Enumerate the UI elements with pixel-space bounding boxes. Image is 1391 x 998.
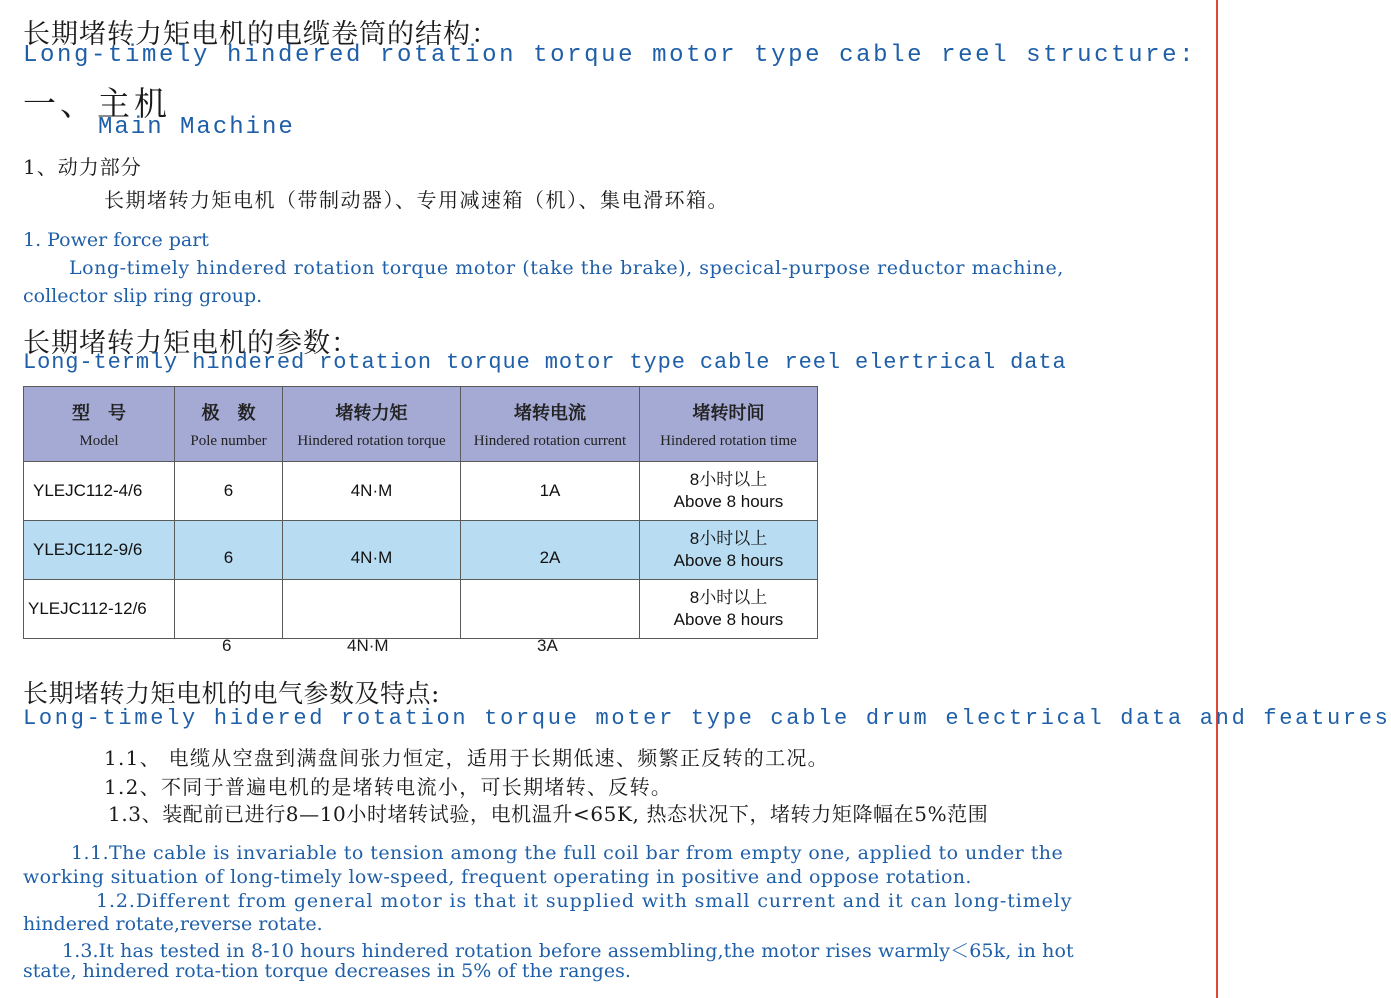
cell-torque: 4N·M <box>283 521 461 580</box>
header-hindered-time: 堵转时间 Hindered rotation time <box>640 387 818 462</box>
section-main-machine-en: Main Machine <box>98 114 295 141</box>
power-part-body-en-line2: collector slip ring group. <box>23 285 263 307</box>
table-row <box>24 462 818 521</box>
feature-en-3-line1: 1.3.It has tested in 8-10 hours hindered rotation before assembling,the motor rises warmly＜65k, in hot <box>62 940 1074 962</box>
cell-time: 8小时以上 Above 8 hours <box>640 580 818 639</box>
structure-heading-en: Long-timely hindered rotation torque motor type cable reel structure: <box>23 42 1197 69</box>
cell-model: YLEJC112-4/6 <box>24 462 175 521</box>
feature-cn-3: 1.3、装配前已进行8—10小时堵转试验，电机温升<65K, 热态状况下，堵转力矩降幅在5%范围 <box>108 802 989 826</box>
cell-current: 1A <box>461 462 640 521</box>
cell-torque <box>283 580 461 639</box>
row3-current-overflow: 3A <box>537 636 558 655</box>
power-part-title-cn: 1、动力部分 <box>23 155 142 179</box>
right-edge-rule <box>1216 0 1218 998</box>
header-hindered-torque: 堵转力矩 Hindered rotation torque <box>283 387 461 462</box>
cell-current: 2A <box>461 521 640 580</box>
table-header-row <box>24 387 818 462</box>
features-heading-cn: 长期堵转力矩电机的电气参数及特点: <box>23 679 440 708</box>
cell-poles <box>175 580 283 639</box>
structure-heading-cn: 长期堵转力矩电机的电缆卷筒的结构： <box>23 19 499 50</box>
header-pole-number: 极 数 Pole number <box>175 387 283 462</box>
table-row <box>24 580 818 639</box>
power-part-body-en-line1: Long-timely hindered rotation torque motor (take the brake), specical-purpose reductor machine, <box>69 257 1064 279</box>
feature-cn-2: 1.2、不同于普遍电机的是堵转电流小，可长期堵转、反转。 <box>104 775 673 799</box>
feature-en-1-line1: 1.1.The cable is invariable to tension among the full coil bar from empty one, applied to under the <box>71 842 1064 864</box>
feature-en-1-line2: working situation of long-timely low-speed, frequent operating in positive and oppose rotation. <box>23 866 972 888</box>
power-part-title-en: 1. Power force part <box>23 229 209 251</box>
motor-params-heading-cn: 长期堵转力矩电机的参数： <box>23 328 359 359</box>
table-row <box>24 521 818 580</box>
feature-en-2-line2: hindered rotate,reverse rotate. <box>23 913 323 935</box>
feature-cn-1: 1.1、 电缆从空盘到满盘间张力恒定，适用于长期低速、频繁正反转的工况。 <box>104 746 829 770</box>
row3-torque-overflow: 4N·M <box>347 636 389 655</box>
motor-params-table <box>23 386 818 639</box>
features-heading-en: Long-timely hidered rotation torque moter type cable drum electrical data and features <box>23 706 1391 731</box>
cell-model: YLEJC112-9/6 <box>24 521 175 580</box>
feature-en-2-line1: 1.2.Different from general motor is that it supplied with small current and it can long-timely <box>96 890 1073 912</box>
cell-torque: 4N·M <box>283 462 461 521</box>
cell-current <box>461 580 640 639</box>
motor-params-heading-en: Long-termly hindered rotation torque motor type cable reel elertrical data <box>23 350 1067 375</box>
row3-poles-overflow: 6 <box>222 636 232 655</box>
cell-model: YLEJC112-12/6 <box>24 580 175 639</box>
cell-time: 8小时以上 Above 8 hours <box>640 521 818 580</box>
cell-poles: 6 <box>175 521 283 580</box>
section-main-machine-cn: 一、主机 <box>23 84 171 123</box>
feature-en-3-line2: state, hindered rota-tion torque decreases in 5% of the ranges. <box>23 960 631 982</box>
cell-time: 8小时以上 Above 8 hours <box>640 462 818 521</box>
header-hindered-current: 堵转电流 Hindered rotation current <box>461 387 640 462</box>
cell-poles: 6 <box>175 462 283 521</box>
power-part-body-cn: 长期堵转力矩电机（带制动器）、专用减速箱（机）、集电滑环箱。 <box>104 188 729 212</box>
header-model: 型 号 Model <box>24 387 175 462</box>
